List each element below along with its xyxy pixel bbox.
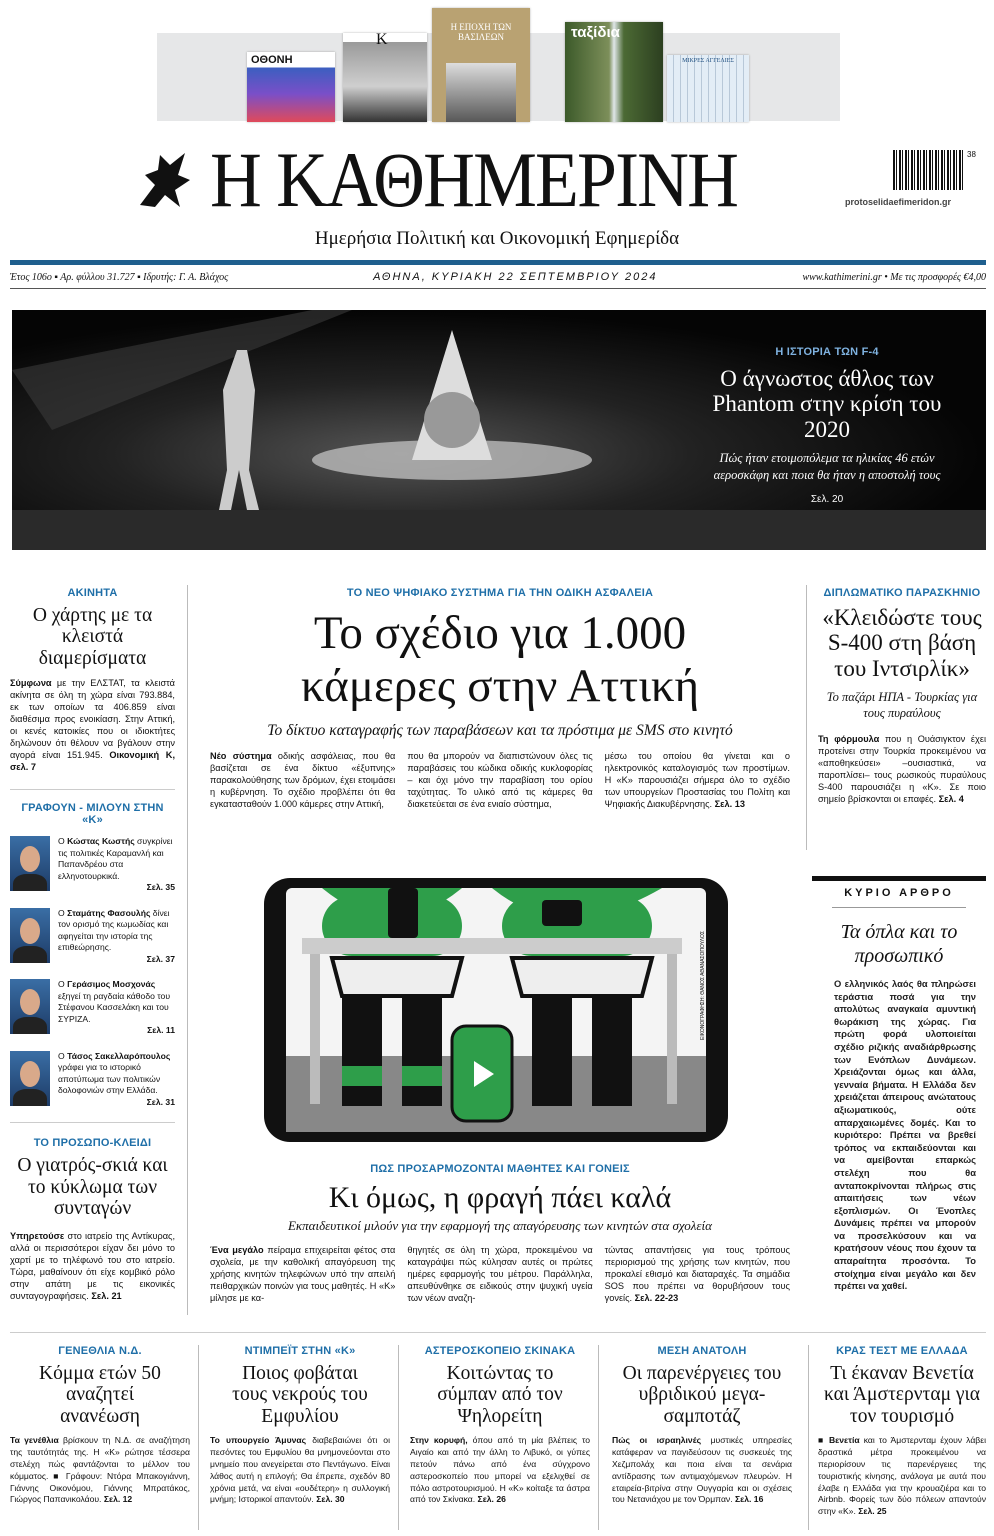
text-segment: Τη φόρμουλα bbox=[818, 734, 880, 745]
text-segment: βρίσκουν τη Ν.Δ. σε αναζήτηση της ταυτότητάς της. Η «Κ» ρώτησε τέσσερα στελέχη πώς φαντάζονται το μέλλον του κόμματος. ■ Γράφουν: Ντόρα Μπακογιάννη, Γιάννης Οικονόμου, Γιάννης Μπρατάκος, Γιώργος Παπανικολάου. bbox=[10, 1435, 190, 1505]
issue-info: Έτος 106ο ▪ Αρ. φύλλου 31.727 ▪ Ιδρυτής: Γ. Α. Βλάχος bbox=[10, 271, 229, 283]
kicker: ΠΩΣ ΠΡΟΣΑΡΜΟΖΟΝΤΑΙ ΜΑΘΗΤΕΣ ΚΑΙ ΓΟΝΕΙΣ bbox=[370, 1163, 630, 1175]
writer-item[interactable] bbox=[10, 1051, 175, 1109]
text-segment: με την ΕΛΣΤΑΤ, τα κλειστά ακίνητα σε όλη τη χώρα είναι 793.884, εκ των οποίων τα 406.859 είναι διαθέσιμα προς ενοικίαση. Στην Αττική, οι κενές κατοικίες που οι ιδιοκτήτες δηλώνουν ότι θέλουν να βγάλουν στην αγορά είναι 151.945. bbox=[10, 678, 175, 761]
text-segment: που η Ουάσιγκτον έχει προτείνει στην Τουρκία προκειμένου να «αποθηκεύσει» –ουσιαστικά, να παροπλίσει– τους ρωσικούς πυραύλους S-400 παρουσιάζει η «Κ». Σε ποιο σημείο βρίσκονται οι επαφές. bbox=[818, 734, 986, 805]
story-body bbox=[818, 733, 986, 805]
supplement-cover-k[interactable] bbox=[343, 33, 427, 122]
kicker: ΚΡΑΣ ΤΕΣΤ ΜΕ ΕΛΛΑΔΑ bbox=[836, 1345, 968, 1357]
supplement-cover-epochi[interactable] bbox=[432, 8, 530, 122]
cover-portrait bbox=[446, 63, 516, 122]
bottom-story-skinakas[interactable] bbox=[410, 1345, 590, 1506]
left-column bbox=[10, 587, 175, 1302]
headline[interactable]: Ο χάρτης με τα κλειστά διαμερίσματα bbox=[32, 605, 153, 669]
column-divider bbox=[598, 1345, 599, 1530]
cover-title: ταξίδια bbox=[571, 24, 620, 41]
editorial-headline[interactable]: Τα όπλα και το προσωπικό bbox=[840, 921, 958, 967]
kicker: ΓΡΑΦΟΥΝ - ΜΙΛΟΥΝ ΣΤΗΝ «Κ» bbox=[21, 802, 164, 827]
headline[interactable]: Τι έκαναν Βενετία και Άμστερνταμ για τον τουρισμό bbox=[824, 1363, 980, 1427]
writers-box bbox=[10, 802, 175, 1108]
text-segment: Σελ. 22-23 bbox=[634, 1293, 679, 1303]
bottom-story-tourism[interactable] bbox=[818, 1345, 986, 1518]
cover-title: Η ΕΠΟΧΗ ΤΩΝ ΒΑΣΙΛΕΩΝ bbox=[450, 22, 512, 42]
text-segment: πείραμα επιχειρείται φέτος στα σχολεία, με την καθολική απαγόρευση της χρήσης κινητών τηλεφώνων υπό την απειλή πειθαρχικών ποινών για τους μαθητές. Η «Κ» μίλησε με κα- bbox=[210, 1245, 396, 1303]
text-segment: στο ιατρείο της Αντίκυρας, αλλά οι περισσότεροι είχαν δει μόνο το χαρτί με το τηλέφωνό του στο ιατρείο. Τώρα, μαθαίνουν ότι είχε κομβικό ρόλο στην απάτη με τις εικονικές συνταγογραφήσεις. bbox=[10, 1230, 175, 1301]
text-segment: Σελ. 26 bbox=[477, 1494, 506, 1505]
tagline: Ημερήσια Πολιτική και Οικονομική Εφημερίδα bbox=[314, 228, 680, 249]
headline[interactable]: Οι παρενέργειες του υβριδικού μεγα-σαμποτάζ bbox=[622, 1363, 782, 1427]
text-segment: Γεράσιμος Μοσχονάς bbox=[67, 979, 156, 990]
text-segment: διαβεβαιώνει ότι οι πεσόντες του Εμφυλίου θα μνημονεύονται στο μνημείο που ανεγείρεται στο Πεντάγωνο. Είναι λάθος αυτή η επιλογή; Θα έπρεπε, σχεδόν 80 χρόνια μετά, να είναι «ουδέτερη» η συλλογική μνήμη; Ιστορικοί απαντούν. bbox=[210, 1435, 390, 1505]
text-segment: Ένα μεγάλο bbox=[210, 1245, 264, 1255]
barcode-number: 38 bbox=[967, 150, 976, 159]
cover-title: ΟΘΟΝΗ bbox=[251, 54, 293, 66]
lead-story-body bbox=[210, 750, 790, 810]
masthead bbox=[130, 136, 850, 223]
text-segment: όπου από τη μία βλέπεις το Αιγαίο και από την άλλη το Λιβυκό, οι γύπες πετούν πάνω από ένα σύγχρονο αστεροσκοπείο που μπορεί να εξελιχθεί σε πόλο αστροτουρισμού. Η «Κ» κοίταξε τα άστρα από τον Σκίνακα. bbox=[410, 1435, 591, 1505]
text-segment: Σελ. 21 bbox=[91, 1290, 122, 1301]
text-segment: θηγητές σε όλη τη χώρα, προκειμένου να καταγράψει πώς κύλησαν αυτές οι πρώτες ημέρες εφαρμογής του μέτρου. Παράλληλα, απευθύνθηκε σε ειδικούς στην ψυχική υγεία των νέων αναζη- bbox=[407, 1245, 593, 1303]
date: ΑΘΗΝΑ, ΚΥΡΙΑΚΗ 22 ΣΕΠΤΕΜΒΡΙΟΥ 2024 bbox=[373, 271, 658, 283]
headline[interactable]: Ο γιατρός-σκιά και το κύκλωμα των συνταγών bbox=[17, 1155, 168, 1220]
lead-headline[interactable]: Το σχέδιο για 1.000 κάμερες στην Αττική bbox=[300, 607, 700, 712]
hero-page-ref: Σελ. 20 bbox=[810, 493, 844, 505]
text-segment: τώντας απαντήσεις για τους τρόπους περιορισμού της χρήσης των κινητών, που προκαλεί εθισμό και διαταραχές. Τα σημάδια SOS που πρέπει να θορυβήσουν τους γονείς. bbox=[604, 1245, 790, 1303]
editorial-box bbox=[812, 876, 986, 1296]
avatar bbox=[10, 979, 50, 1034]
text-segment: ■ Βενετία bbox=[818, 1435, 860, 1446]
text-segment: Τάσος Σακελλαρόπουλος bbox=[67, 1050, 171, 1061]
writer-item[interactable] bbox=[10, 908, 175, 966]
text-segment: Σελ. 37 bbox=[146, 953, 175, 964]
story-prosopo-kleidi[interactable] bbox=[10, 1137, 175, 1301]
divider bbox=[10, 789, 175, 790]
lead-story bbox=[210, 587, 790, 810]
text-segment: Ο bbox=[58, 836, 68, 847]
divider bbox=[10, 1122, 175, 1123]
divider bbox=[10, 1332, 986, 1333]
illustration-credit: ΕΙΚΟΝΟΓΡΑΦΗΣΗ: ΘΑΝΟΣ ΑΘΑΝΑΣΟΠΟΥΛΟΣ bbox=[700, 931, 706, 1040]
bottom-story-emfylios[interactable] bbox=[210, 1345, 390, 1506]
kicker: ΔΙΠΛΩΜΑΤΙΚΟ ΠΑΡΑΣΚΗΝΙΟ bbox=[823, 587, 981, 599]
text-segment: οδικής ασφάλειας, που θα βασίζεται σε ένα δίκτυο «έξυπνης» παρακολούθησης των δρόμων, έχει ετοιμάσει η κυβέρνηση. Το σχέδιο προβλέπει ότι θα εγκατασταθούν 1.000 κάμερες στην Αττική, bbox=[210, 751, 396, 810]
text-segment: δίνει τον ορισμό της κωμωδίας και αφηγείται την ιστορία της επιθεώρησης. bbox=[58, 907, 170, 953]
text-segment: που θα μπορούν να διαπιστώνουν όλες τις παραβάσεις του κώδικα οδικής κυκλοφορίας – και όχι μόνο την παραβίαση του ορίου ταχύτητας. Το υλικό από τις κάμερες θα διακετεύεται σε ένα ενιαίο σύστημα, bbox=[407, 751, 593, 810]
text-segment: συγκρίνει τις πολιτικές Καραμανλή και Παπανδρέου στα ελληνοτουρκικά. bbox=[58, 836, 173, 881]
text-segment: Σελ. 25 bbox=[858, 1506, 887, 1517]
bottom-story-middle-east[interactable] bbox=[612, 1345, 792, 1506]
info-line bbox=[10, 268, 986, 286]
text-segment: Σελ. 16 bbox=[735, 1494, 764, 1505]
text-segment: Σελ. 31 bbox=[146, 1096, 175, 1107]
text-segment: εξηγεί τη ραγδαία κάθοδο του Στέφανου Κασσελάκη και του ΣΥΡΙΖΑ. bbox=[58, 990, 171, 1024]
supplement-cover-taxidia[interactable] bbox=[565, 22, 663, 122]
kicker: ΝΤΙΜΠΕΪΤ ΣΤΗΝ «Κ» bbox=[244, 1345, 356, 1357]
lead-subheadline: Το δίκτυο καταγραφής των παραβάσεων και τα πρόστιμα με SMS στο κινητό bbox=[267, 722, 733, 740]
website-price[interactable]: www.kathimerini.gr • Με τις προσφορές €4,00 bbox=[802, 271, 986, 283]
second-story-body bbox=[210, 1244, 790, 1304]
text-segment: Οικονομική Κ, σελ. 7 bbox=[10, 750, 175, 773]
barcode bbox=[893, 150, 963, 190]
hero-text bbox=[702, 346, 952, 505]
divider bbox=[10, 260, 986, 265]
text-segment: Τα γενέθλια bbox=[10, 1435, 59, 1446]
writer-item[interactable] bbox=[10, 836, 175, 894]
editorial-kicker: ΚΥΡΙΟ ΑΡΘΡΟ bbox=[832, 887, 966, 908]
text-segment: Σύμφωνα bbox=[10, 678, 52, 689]
text-segment: και το Άμστερνταμ έχουν λάβει δραστικά μέτρα προκειμένου να περιορίσουν τις παρενέργειες της τουριστικής κίνησης, ανάλογα με αυτά που έλαβε η Ελλάδα για την κρουαζιέρα και το Airbnb. Φορείς των δύο πόλεων απαντούν στην «Κ». bbox=[818, 1435, 986, 1517]
divider bbox=[10, 288, 986, 289]
newspaper-title: Η ΚΑΘΗΜΕΡΙΝΗ bbox=[210, 136, 738, 223]
writer-item[interactable] bbox=[10, 979, 175, 1037]
text-segment: Σταμάτης Φασουλής bbox=[67, 907, 151, 918]
students-phones-illustration bbox=[262, 876, 730, 1144]
headline[interactable]: Ποιος φοβάται τους νεκρούς του Εμφυλίου bbox=[232, 1363, 368, 1427]
hero-subheadline: Πώς ήταν ετοιμοπόλεμα τα ηλικίας 46 ετών αεροσκάφη και ποια θα ήταν η αποστολή τους bbox=[713, 450, 941, 482]
text-segment: Το υπουργείο Άμυνας bbox=[210, 1435, 307, 1446]
column-divider bbox=[198, 1345, 199, 1530]
phone-ban-illustration[interactable] bbox=[262, 876, 730, 1144]
kicker: ΜΕΣΗ ΑΝΑΤΟΛΗ bbox=[657, 1345, 747, 1357]
text-segment: Ο bbox=[58, 1050, 68, 1061]
editorial-body: Ο ελληνικός λαός θα πληρώσει τεράστια ποσά για την απολύτως αναγκαία αμυντική θωράκιση της χώρας. Για πρώτη φορά υλοποιείται σχέδιο ριζικής αναδιάρθρωσης των Ενόπλων Δυνάμεων. Χρειάζονται όμως και άλλα, γενναία βήματα. Η Ελλάδα δεν χρειάζεται άπειρους ανώτατους αξιωματικούς, ούτε απαρχαιωμένες δομές. Και το κυριότερο: Πρέπει να βρεθεί τρόπος να εκπαιδεύονται και να αμείβονται επαρκώς στελέχη που θα ανταποκρίνονται πλήρως στις απαιτήσεις των νέων εξοπλισμών. Οι Ένοπλες Δυνάμεις πρέπει να μπορούν να προσελκύσουν και να κρατήσουν νέους που έχουν τα απαραίτητα προσόντα. Το στοίχημα είναι μεγάλο και δεν πρέπει να χαθεί. bbox=[834, 978, 976, 1292]
text-segment: Υπηρετούσε bbox=[10, 1230, 65, 1241]
story-s400[interactable] bbox=[818, 587, 986, 805]
text-segment: Σελ. 11 bbox=[147, 1025, 175, 1036]
bottom-story-nd[interactable] bbox=[10, 1345, 190, 1506]
story-akinita[interactable] bbox=[10, 587, 175, 773]
kicker: ΑΣΤΕΡΟΣΚΟΠΕΙΟ ΣΚΙΝΑΚΑ bbox=[424, 1345, 576, 1357]
headline[interactable]: Κόμμα ετών 50 αναζητεί ανανέωση bbox=[39, 1363, 161, 1427]
text-segment: Σελ. 4 bbox=[938, 794, 964, 805]
hero-kicker: Η ΙΣΤΟΡΙΑ ΤΩΝ F-4 bbox=[775, 346, 879, 358]
text-segment: Στην κορυφή, bbox=[410, 1435, 468, 1446]
text-segment: μυστικές υπηρεσίες κατάφεραν να παγιδεύσουν τις συσκευές της Χεζμπολάχ και ποια είναι τα σενάρια αντίδρασης των αντιμαχόμενων πλευρών. Η εταιρεία-βιτρίνα στην Ουγγαρία και οι σχέσεις του Νετανιάχου με τον Όρμπαν. bbox=[612, 1435, 792, 1505]
cover-title: K bbox=[376, 33, 388, 48]
text-segment: Σελ. 30 bbox=[316, 1494, 345, 1505]
text-segment: Σελ. 35 bbox=[146, 882, 175, 893]
text-segment: γράφει για το ιστορικό αποτύπωμα των πολιτικών δολοφονιών στην Ελλάδα. bbox=[58, 1062, 161, 1096]
second-story bbox=[210, 1163, 790, 1304]
kicker: ΤΟ ΝΕΟ ΨΗΦΙΑΚΟ ΣΥΣΤΗΜΑ ΓΙΑ ΤΗΝ ΟΔΙΚΗ ΑΣΦΑΛΕΙΑ bbox=[346, 587, 654, 599]
supplement-cover-mikres-aggelies[interactable] bbox=[667, 55, 749, 122]
column-divider bbox=[808, 1345, 809, 1530]
story-body bbox=[10, 677, 175, 773]
text-segment: Ο bbox=[58, 907, 68, 918]
text-segment: Σελ. 12 bbox=[103, 1494, 133, 1505]
column-divider bbox=[187, 585, 188, 1315]
column-divider bbox=[806, 585, 807, 850]
text-segment: Πώς οι ισραηλινές bbox=[612, 1435, 702, 1446]
text-segment: Κώστας Κωστής bbox=[67, 836, 135, 847]
text-segment: μέσω του οποίου θα γίνεται και ο ηλεκτρονικός καταλογισμός των προστίμων. Η «Κ» παρουσιάζει σήμερα όλο το σχέδιο των υπουργείων Προστασίας του Πολίτη και Ψηφιακής Διακυβέρνησης. bbox=[604, 751, 790, 810]
subheadline: Εκπαιδευτικοί μιλούν για την εφαρμογή της απαγόρευσης των κινητών στα σχολεία bbox=[287, 1218, 712, 1233]
cover-title: ΜΙΚΡΕΣ ΑΓΓΕΛΙΕΣ bbox=[682, 58, 734, 64]
kicker: ΓΕΝΕΘΛΙΑ Ν.Δ. bbox=[58, 1345, 142, 1357]
kicker: ΑΚΙΝΗΤΑ bbox=[67, 587, 118, 599]
text-segment: Σελ. 13 bbox=[714, 799, 745, 810]
avatar bbox=[10, 836, 50, 891]
watermark: protoselidaefimeridon.gr bbox=[845, 197, 952, 207]
headline[interactable]: Κοιτώντας το σύμπαν από τον Ψηλορείτη bbox=[437, 1363, 563, 1427]
headline[interactable]: «Κλειδώστε τους S-400 στη βάση του Ιντσιρλίκ» bbox=[822, 605, 982, 681]
supplement-cover-othoni[interactable] bbox=[247, 52, 335, 122]
hero-photo[interactable] bbox=[12, 310, 986, 550]
avatar bbox=[10, 1051, 50, 1106]
kicker: ΤΟ ΠΡΟΣΩΠΟ-ΚΛΕΙΔΙ bbox=[33, 1137, 152, 1150]
column-divider bbox=[398, 1345, 399, 1530]
text-segment: Ο bbox=[58, 979, 68, 990]
subheadline: Το παζάρι ΗΠΑ - Τουρκίας για τους πυραύλους bbox=[826, 689, 978, 721]
griffin-logo-icon bbox=[130, 145, 200, 215]
avatar bbox=[10, 908, 50, 963]
story-body bbox=[10, 1230, 175, 1302]
headline[interactable]: Κι όμως, η φραγή πάει καλά bbox=[328, 1181, 672, 1214]
text-segment: Νέο σύστημα bbox=[210, 751, 272, 762]
hero-headline[interactable]: Ο άγνωστος άθλος των Phantom στην κρίση του 2020 bbox=[712, 366, 942, 442]
